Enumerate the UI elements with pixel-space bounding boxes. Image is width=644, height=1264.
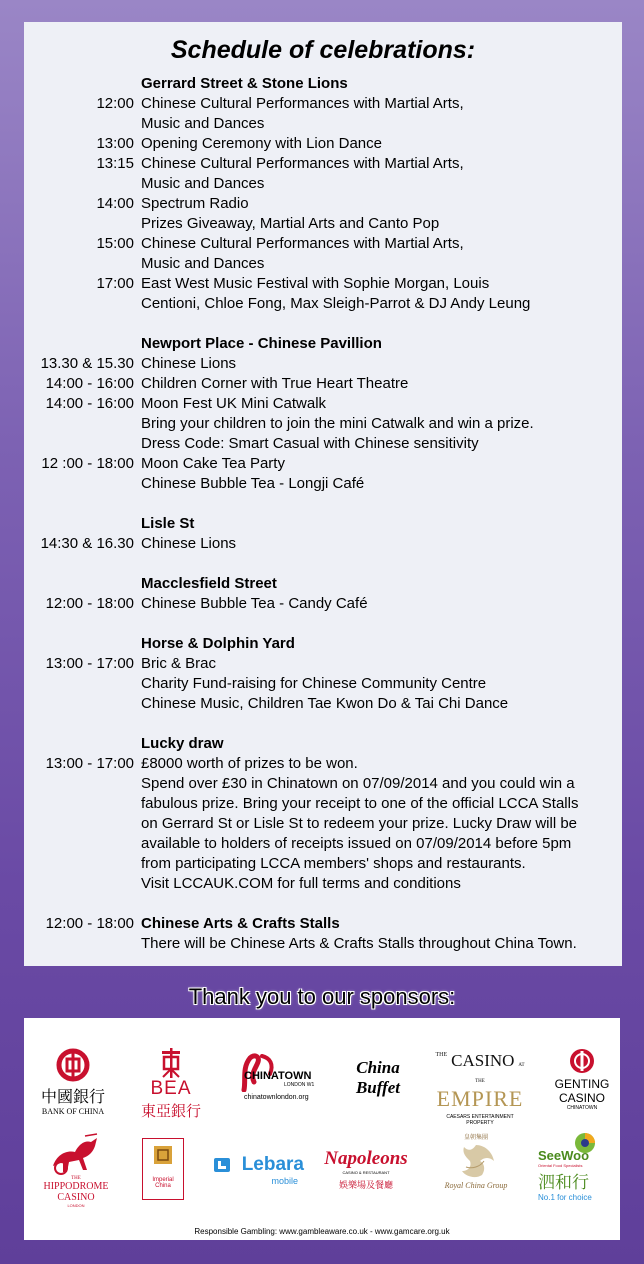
schedule-text: East West Music Festival with Sophie Morgan, Louis: [141, 275, 490, 292]
section-heading-row: [24, 634, 622, 654]
schedule-row: [24, 874, 622, 894]
hippodrome-chariot-icon: [49, 1132, 103, 1176]
bank-of-china-logo: [30, 1048, 116, 1116]
schedule-time: 12:00 - 18:00: [45, 915, 134, 932]
schedule-row: [24, 454, 622, 474]
genting-sub: CHINATOWN: [566, 1105, 598, 1111]
chinatown-sub: LONDON W1: [284, 1082, 315, 1088]
hippodrome-line3: CASINO: [57, 1192, 95, 1203]
schedule-row: [24, 234, 622, 254]
schedule-row: [24, 534, 622, 554]
bank-of-china-chinese: 中國銀行: [40, 1087, 105, 1106]
schedule-time: 14:00 - 16:00: [45, 395, 134, 412]
schedule-row: [24, 754, 622, 774]
seewoo-tag: No.1 for choice: [538, 1193, 592, 1202]
royal-china-logo: [424, 1132, 528, 1190]
china-buffet-line1: China: [356, 1058, 400, 1077]
royal-china-chinese: 皇朝集團: [463, 1134, 488, 1141]
section-heading-row: [24, 574, 622, 594]
schedule-text: Moon Cake Tea Party: [141, 455, 285, 472]
lebara-mark-icon: [214, 1158, 230, 1172]
schedule-row: [24, 654, 622, 674]
section-heading-row: [24, 74, 622, 94]
section-heading-row: [24, 334, 622, 354]
schedule-time: 13:00 - 17:00: [45, 655, 134, 672]
schedule-time: 12 :00 - 18:00: [41, 455, 134, 472]
section-heading: Gerrard Street & Stone Lions: [141, 75, 348, 92]
schedule-row: [24, 214, 622, 234]
genting-emblem-icon: [569, 1048, 595, 1074]
imperial-china-logo: [142, 1138, 184, 1200]
lebara-sub: mobile: [271, 1176, 298, 1186]
schedule-row: [24, 314, 622, 334]
schedule-text: Music and Dances: [141, 175, 265, 192]
schedule-row: [24, 174, 622, 194]
empire-sub: CAESARS ENTERTAINMENT PROPERTY: [446, 1114, 514, 1126]
schedule-row: [24, 854, 622, 874]
schedule-row: [24, 714, 622, 734]
schedule-text: £8000 worth of prizes to be won.: [141, 755, 358, 772]
section-heading: Lisle St: [141, 515, 195, 532]
empire-line2: CASINO: [451, 1051, 515, 1070]
section-heading: Macclesfield Street: [141, 575, 277, 592]
hippodrome-line2: HIPPODROME: [43, 1181, 109, 1192]
chinatown-london-logo: [230, 1050, 326, 1101]
schedule-row: [24, 794, 622, 814]
schedule-text: from participating LCCA members' shops and restaurants.: [141, 855, 526, 872]
schedule-row: [24, 694, 622, 714]
schedule-text: Chinese Bubble Tea - Longji Café: [141, 475, 365, 492]
chinatown-url: chinatownlondon.org: [244, 1094, 309, 1101]
hippodrome-sub: LONDON: [67, 1203, 85, 1208]
imperial-china-seal-icon: [153, 1145, 173, 1165]
empire-line1: THE: [435, 1052, 448, 1058]
schedule-row: [24, 394, 622, 414]
schedule-row: [24, 814, 622, 834]
seewoo-chinese: 泗和行: [538, 1173, 589, 1193]
genting-casino-logo: [542, 1048, 622, 1111]
empire-line3: AT THE: [475, 1063, 525, 1084]
schedule-row: [24, 674, 622, 694]
schedule-row: [24, 494, 622, 514]
section-heading: Lucky draw: [141, 735, 224, 752]
schedule-row: [24, 474, 622, 494]
schedule-time: 13.30 & 15.30: [40, 355, 134, 372]
schedule-row: [24, 154, 622, 174]
schedule-text: available to holders of receipts issued on 07/09/2014 before 5pm: [141, 835, 572, 852]
schedule-text: Chinese Music, Children Tae Kwon Do & Tai Chi Dance: [141, 695, 509, 712]
schedule-time: 17:00: [96, 275, 134, 292]
schedule-text: Dress Code: Smart Casual with Chinese sensitivity: [141, 435, 479, 452]
schedule-text: Spend over £30 in Chinatown on 07/09/2014 and you could win a: [141, 775, 575, 792]
schedule-text: Children Corner with True Heart Theatre: [141, 375, 409, 392]
schedule-panel: [24, 22, 622, 966]
schedule-row: [24, 934, 622, 954]
bea-name: BEA: [150, 1078, 192, 1099]
schedule-time: 14:00 - 16:00: [45, 375, 134, 392]
china-buffet-logo: [340, 1058, 416, 1098]
chinatown-name: CHINATOWN: [244, 1070, 312, 1082]
section-heading-row: [24, 734, 622, 754]
schedule-text: Spectrum Radio: [141, 195, 249, 212]
schedule-text: Chinese Cultural Performances with Martial Arts,: [141, 95, 464, 112]
bea-logo: [128, 1048, 214, 1121]
schedule-row: [24, 894, 622, 914]
section-heading: Horse & Dolphin Yard: [141, 635, 295, 652]
hippodrome-casino-logo: [36, 1132, 116, 1208]
seewoo-sub: Oriental Food Specialists: [538, 1163, 583, 1168]
schedule-text: Prizes Giveaway, Martial Arts and Canto Pop: [141, 215, 440, 232]
schedule-row: [24, 354, 622, 374]
seewoo-logo: [534, 1132, 618, 1202]
schedule-text: Opening Ceremony with Lion Dance: [141, 135, 382, 152]
schedule-text: Chinese Bubble Tea - Candy Café: [141, 595, 368, 612]
schedule-row: [24, 414, 622, 434]
napoleons-logo: [320, 1148, 412, 1191]
schedule-row: [24, 274, 622, 294]
schedule-time: 15:00: [96, 235, 134, 252]
schedule-text: Chinese Cultural Performances with Martial Arts,: [141, 155, 464, 172]
bank-of-china-name: BANK OF CHINA: [41, 1107, 105, 1116]
schedule-time: 13:00 - 17:00: [45, 755, 134, 772]
seewoo-name: SeeWoo: [538, 1148, 590, 1163]
schedule-row: [24, 114, 622, 134]
schedule-text: Music and Dances: [141, 255, 265, 272]
schedule-text: Centioni, Chloe Fong, Max Sleigh-Parrot & DJ Andy Leung: [141, 295, 531, 312]
genting-line2: CASINO: [558, 1091, 605, 1105]
sponsors-heading: Thank you to our sponsors:: [188, 984, 456, 1009]
schedule-text: fabulous prize. Bring your receipt to one of the official LCCA Stalls: [141, 795, 579, 812]
schedule-time: 14:30 & 16.30: [40, 535, 134, 552]
lebara-logo: [204, 1154, 304, 1186]
schedule-row: [24, 614, 622, 634]
casino-empire-logo: [432, 1052, 528, 1126]
empire-line4: EMPIRE: [436, 1086, 524, 1111]
schedule-row: [24, 194, 622, 214]
hippodrome-line1: THE: [71, 1176, 81, 1181]
schedule-text: Moon Fest UK Mini Catwalk: [141, 395, 327, 412]
section-heading: Newport Place - Chinese Pavillion: [141, 335, 382, 352]
schedule-row: [24, 834, 622, 854]
royal-china-name: Royal China Group: [444, 1181, 508, 1190]
schedule-text: on Gerrard St or Lisle St to redeem your prize. Lucky Draw will be: [141, 815, 578, 832]
lebara-name: Lebara: [241, 1154, 304, 1175]
napoleons-chinese: 娛樂場及餐廳: [338, 1181, 393, 1191]
schedule-time: 13:00: [96, 135, 134, 152]
imperial-line2: China: [155, 1183, 171, 1189]
royal-china-bird-icon: [454, 1141, 498, 1181]
schedule-text: Charity Fund-raising for Chinese Community Centre: [141, 675, 487, 692]
schedule-text: Chinese Lions: [141, 535, 237, 552]
bank-of-china-emblem-icon: [56, 1048, 90, 1082]
schedule-row: [24, 254, 622, 274]
schedule-row: [24, 434, 622, 454]
section-heading: Chinese Arts & Crafts Stalls: [141, 915, 340, 932]
schedule-row: [24, 294, 622, 314]
bea-emblem-icon: [160, 1048, 182, 1078]
napoleons-sub: CASINO & RESTAURANT: [342, 1170, 390, 1175]
china-buffet-line2: Buffet: [355, 1078, 401, 1097]
section-heading-row: [24, 914, 622, 934]
responsible-gambling-note: Responsible Gambling: www.gambleaware.co.uk - www.gamcare.org.uk: [194, 1227, 450, 1236]
schedule-row: [24, 94, 622, 114]
sponsors-panel: [24, 1018, 620, 1240]
genting-line1: GENTING: [554, 1077, 610, 1091]
schedule-text: Bric & Brac: [141, 655, 217, 672]
napoleons-name: Napoleons: [324, 1148, 408, 1169]
schedule-text: There will be Chinese Arts & Crafts Stalls throughout China Town.: [141, 935, 577, 952]
schedule-text: Chinese Cultural Performances with Martial Arts,: [141, 235, 464, 252]
schedule-text: Visit LCCAUK.COM for full terms and conditions: [141, 875, 461, 892]
schedule-row: [24, 374, 622, 394]
schedule-title: Schedule of celebrations:: [170, 36, 476, 64]
bea-chinese: 東亞銀行: [140, 1102, 201, 1120]
schedule-row: [24, 554, 622, 574]
imperial-line1: Imperial: [152, 1177, 174, 1183]
schedule-text: Bring your children to join the mini Catwalk and win a prize.: [141, 415, 534, 432]
schedule-time: 13:15: [96, 155, 134, 172]
schedule-row: [24, 774, 622, 794]
schedule-time: 12:00: [96, 95, 134, 112]
schedule-row: [24, 594, 622, 614]
schedule-row: [24, 134, 622, 154]
schedule-time: 12:00 - 18:00: [45, 595, 134, 612]
schedule-text: Music and Dances: [141, 115, 265, 132]
section-heading-row: [24, 514, 622, 534]
schedule-time: 14:00: [96, 195, 134, 212]
schedule-text: Chinese Lions: [141, 355, 237, 372]
